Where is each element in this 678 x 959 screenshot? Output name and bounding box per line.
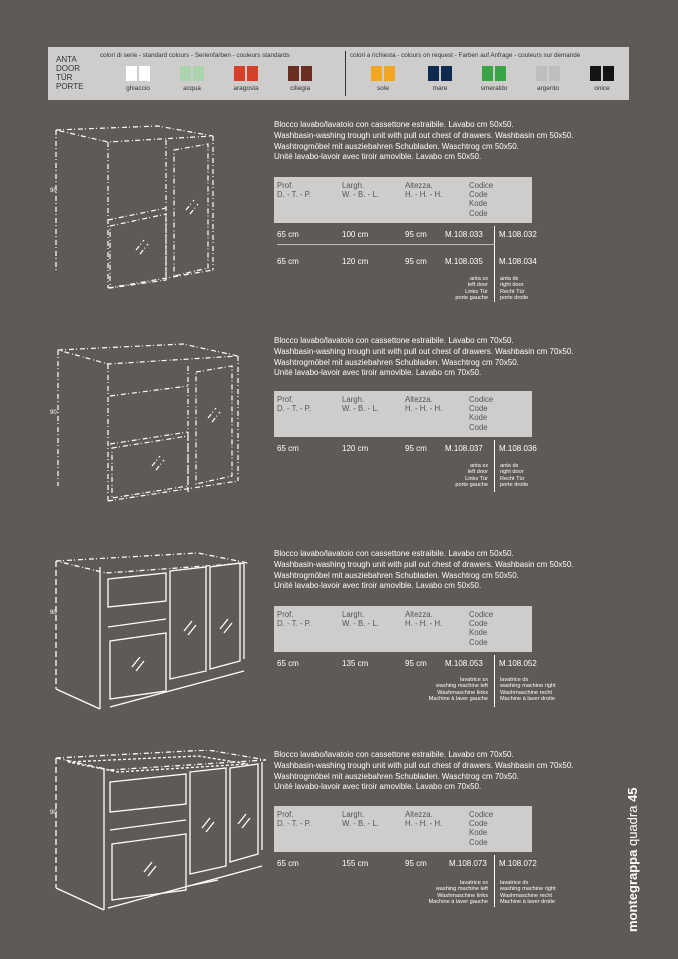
swatch-name: onice — [594, 85, 610, 92]
swatch-name: ghiaccio — [126, 85, 150, 92]
swatch-argento — [528, 66, 568, 92]
code-left: M.108.037 — [445, 444, 483, 453]
row-divider — [277, 244, 494, 245]
width-value: 155 cm — [342, 859, 369, 868]
spec-table-header — [274, 606, 532, 652]
right-variant-note: lavatrice dx washing machine right Washmaschine recht Machine à laver droite — [500, 880, 556, 906]
code-divider — [494, 440, 495, 492]
strip-divider — [345, 51, 346, 96]
desc-line-en: Washbasin-washing trough unit with pull out chest of drawers. Washbasin cm 50x50. — [274, 130, 574, 140]
desc-line-it: Blocco lavabo/lavatoio con cassettone estraibile. Lavabo cm 50x50. — [274, 120, 514, 129]
code-right: M.108.036 — [499, 444, 537, 453]
swatch-name: argento — [536, 85, 560, 92]
height-value: 95 cm — [405, 444, 427, 453]
height-label: 90 — [50, 610, 57, 616]
col-height: Altezza. H. - H. - H. — [405, 610, 443, 629]
col-depth: Prof. D. - T. - P. — [277, 610, 311, 629]
brand-name: montegrappa — [625, 849, 640, 932]
right-variant-note: lavatrice dx washing machine right Washmaschine recht Machine à laver droite — [500, 677, 556, 703]
swatch-box — [371, 66, 395, 81]
door-label-line: ANTA — [56, 55, 77, 64]
door-label-line: DOOR — [56, 64, 80, 73]
code-left: M.108.033 — [445, 230, 483, 239]
code-divider — [494, 655, 495, 707]
colour-strip — [48, 47, 629, 100]
width-value: 120 cm — [342, 444, 369, 453]
swatch-sole — [363, 66, 403, 92]
product-description — [274, 549, 574, 592]
height-value: 95 cm — [405, 659, 427, 668]
swatch-name: sole — [377, 85, 389, 92]
swatch-box — [126, 66, 150, 81]
desc-line-de: Washtrogmöbel mit ausziebahren Schubladen. Waschtrog cm 50x50. — [274, 141, 519, 151]
swatch-name: acqua — [183, 85, 201, 92]
spec-table-header — [274, 806, 532, 852]
product-description — [274, 750, 574, 793]
code-right: M.108.032 — [499, 230, 537, 239]
swatch-box — [180, 66, 204, 81]
swatch-box — [288, 66, 312, 81]
depth-value: 65 cm — [277, 257, 299, 266]
col-depth: Prof. D. - T. - P. — [277, 810, 311, 829]
left-variant-note: lavatrice sx washing machine left Washmaschine links Machine à laver gauche — [428, 677, 488, 703]
door-label-line: PORTE — [56, 82, 84, 91]
door-label-line: TÜR — [56, 73, 73, 82]
swatch-name: aragosta — [233, 85, 259, 92]
desc-line-fr: Unité lavabo-lavoir avec tiroir amovible. Lavabo cm 70x50. — [274, 782, 482, 792]
col-width: Largh. W. - B. - L. — [342, 181, 379, 200]
height-value: 95 cm — [405, 257, 427, 266]
code-right: M.108.072 — [499, 859, 537, 868]
spec-table-header — [274, 177, 532, 223]
swatch-name: mare — [432, 85, 448, 92]
height-label: 90 — [50, 810, 57, 816]
left-variant-note: lavatrice sx washing machine left Washmaschine links Machine à laver gauche — [428, 880, 488, 906]
col-width: Largh. W. - B. - L. — [342, 810, 379, 829]
swatch-ciliegia — [280, 66, 320, 92]
height-label: 90 — [50, 188, 57, 194]
desc-line-fr: Unité lavabo-lavoir avec tiroir amovible. Lavabo cm 50x50. — [274, 581, 482, 591]
cabinet-drawing — [48, 336, 248, 511]
code-divider — [494, 855, 495, 907]
desc-line-it: Blocco lavabo/lavatoio con cassettone estraibile. Lavabo cm 50x50. — [274, 549, 514, 558]
height-label: 90 — [50, 410, 57, 416]
desc-line-de: Washtrogmöbel mit ausziebahren Schubladen. Waschtrog cm 50x50. — [274, 570, 519, 580]
desc-line-en: Washbasin-washing trough unit with pull out chest of drawers. Washbasin cm 70x50. — [274, 346, 574, 356]
brand-footer — [625, 787, 640, 932]
swatch-smeraldo — [474, 66, 514, 92]
desc-line-fr: Unité lavabo-lavoir avec tiroir amovible. Lavabo cm 70x50. — [274, 368, 482, 378]
swatch-aragosta — [226, 66, 266, 92]
swatch-box — [428, 66, 452, 81]
col-height: Altezza. H. - H. - H. — [405, 181, 443, 200]
product-description — [274, 120, 574, 163]
col-code: Codice Code Kode Code — [469, 810, 494, 847]
desc-line-de: Washtrogmöbel mit ausziebahren Schubladen. Waschtrog cm 70x50. — [274, 771, 519, 781]
standard-colours-title: colori di serie - standard colours - Serienfarben - couleurs standards — [100, 52, 290, 59]
swatch-mare — [420, 66, 460, 92]
col-code: Codice Code Kode Code — [469, 610, 494, 647]
desc-line-it: Blocco lavabo/lavatoio con cassettone estraibile. Lavabo cm 70x50. — [274, 750, 514, 759]
request-colours-title: colori a richiesta - colours on request - Farben auf Anfrage - couleurs sur demande — [350, 52, 581, 59]
col-code: Codice Code Kode Code — [469, 395, 494, 432]
left-variant-note: anta sx left door Links Tür porte gauche — [455, 463, 488, 489]
depth-value: 65 cm — [277, 230, 299, 239]
desc-line-en: Washbasin-washing trough unit with pull out chest of drawers. Washbasin cm 50x50. — [274, 559, 574, 569]
height-value: 95 cm — [405, 230, 427, 239]
width-value: 120 cm — [342, 257, 369, 266]
right-variant-note: anta dx right door Recht Tür porte droite — [500, 463, 529, 489]
code-divider — [494, 226, 495, 302]
code-right: M.108.034 — [499, 257, 537, 266]
col-depth: Prof. D. - T. - P. — [277, 395, 311, 414]
product-description — [274, 336, 574, 379]
depth-value: 65 cm — [277, 859, 299, 868]
code-left: M.108.053 — [445, 659, 483, 668]
desc-line-fr: Unité lavabo-lavoir avec tiroir amovible. Lavabo cm 50x50. — [274, 152, 482, 162]
desc-line-de: Washtrogmöbel mit ausziebahren Schubladen. Waschtrog cm 70x50. — [274, 357, 519, 367]
swatch-name: ciliegia — [290, 85, 310, 92]
right-variant-note: anta dx right door Recht Tür porte droite — [500, 276, 529, 302]
width-value: 135 cm — [342, 659, 369, 668]
swatch-box — [536, 66, 560, 81]
desc-line-en: Washbasin-washing trough unit with pull out chest of drawers. Washbasin cm 70x50. — [274, 760, 574, 770]
col-width: Largh. W. - B. - L. — [342, 610, 379, 629]
spec-table-header — [274, 391, 532, 437]
desc-line-it: Blocco lavabo/lavatoio con cassettone estraibile. Lavabo cm 70x50. — [274, 336, 514, 345]
swatch-box — [234, 66, 258, 81]
swatch-name: smeraldo — [480, 85, 508, 92]
height-value: 95 cm — [405, 859, 427, 868]
left-variant-note: anta sx left door Links Tür porte gauche — [455, 276, 488, 302]
col-height: Altezza. H. - H. - H. — [405, 395, 443, 414]
depth-value: 65 cm — [277, 659, 299, 668]
col-height: Altezza. H. - H. - H. — [405, 810, 443, 829]
swatch-box — [590, 66, 614, 81]
width-value: 100 cm — [342, 230, 369, 239]
swatch-box — [482, 66, 506, 81]
cabinet-drawing — [48, 120, 228, 300]
swatch-acqua — [172, 66, 212, 92]
col-code: Codice Code Kode Code — [469, 181, 494, 218]
collection-name: quadra — [625, 805, 640, 847]
door-label — [56, 55, 83, 91]
code-right: M.108.052 — [499, 659, 537, 668]
col-depth: Prof. D. - T. - P. — [277, 181, 311, 200]
code-left: M.108.035 — [445, 257, 483, 266]
cabinet-drawing — [48, 549, 253, 714]
col-width: Largh. W. - B. - L. — [342, 395, 379, 414]
page-number: 45 — [625, 787, 640, 802]
code-left: M.108.073 — [449, 859, 487, 868]
swatch-onice — [582, 66, 622, 92]
depth-value: 65 cm — [277, 444, 299, 453]
swatch-ghiaccio — [118, 66, 158, 92]
cabinet-drawing — [48, 750, 270, 915]
